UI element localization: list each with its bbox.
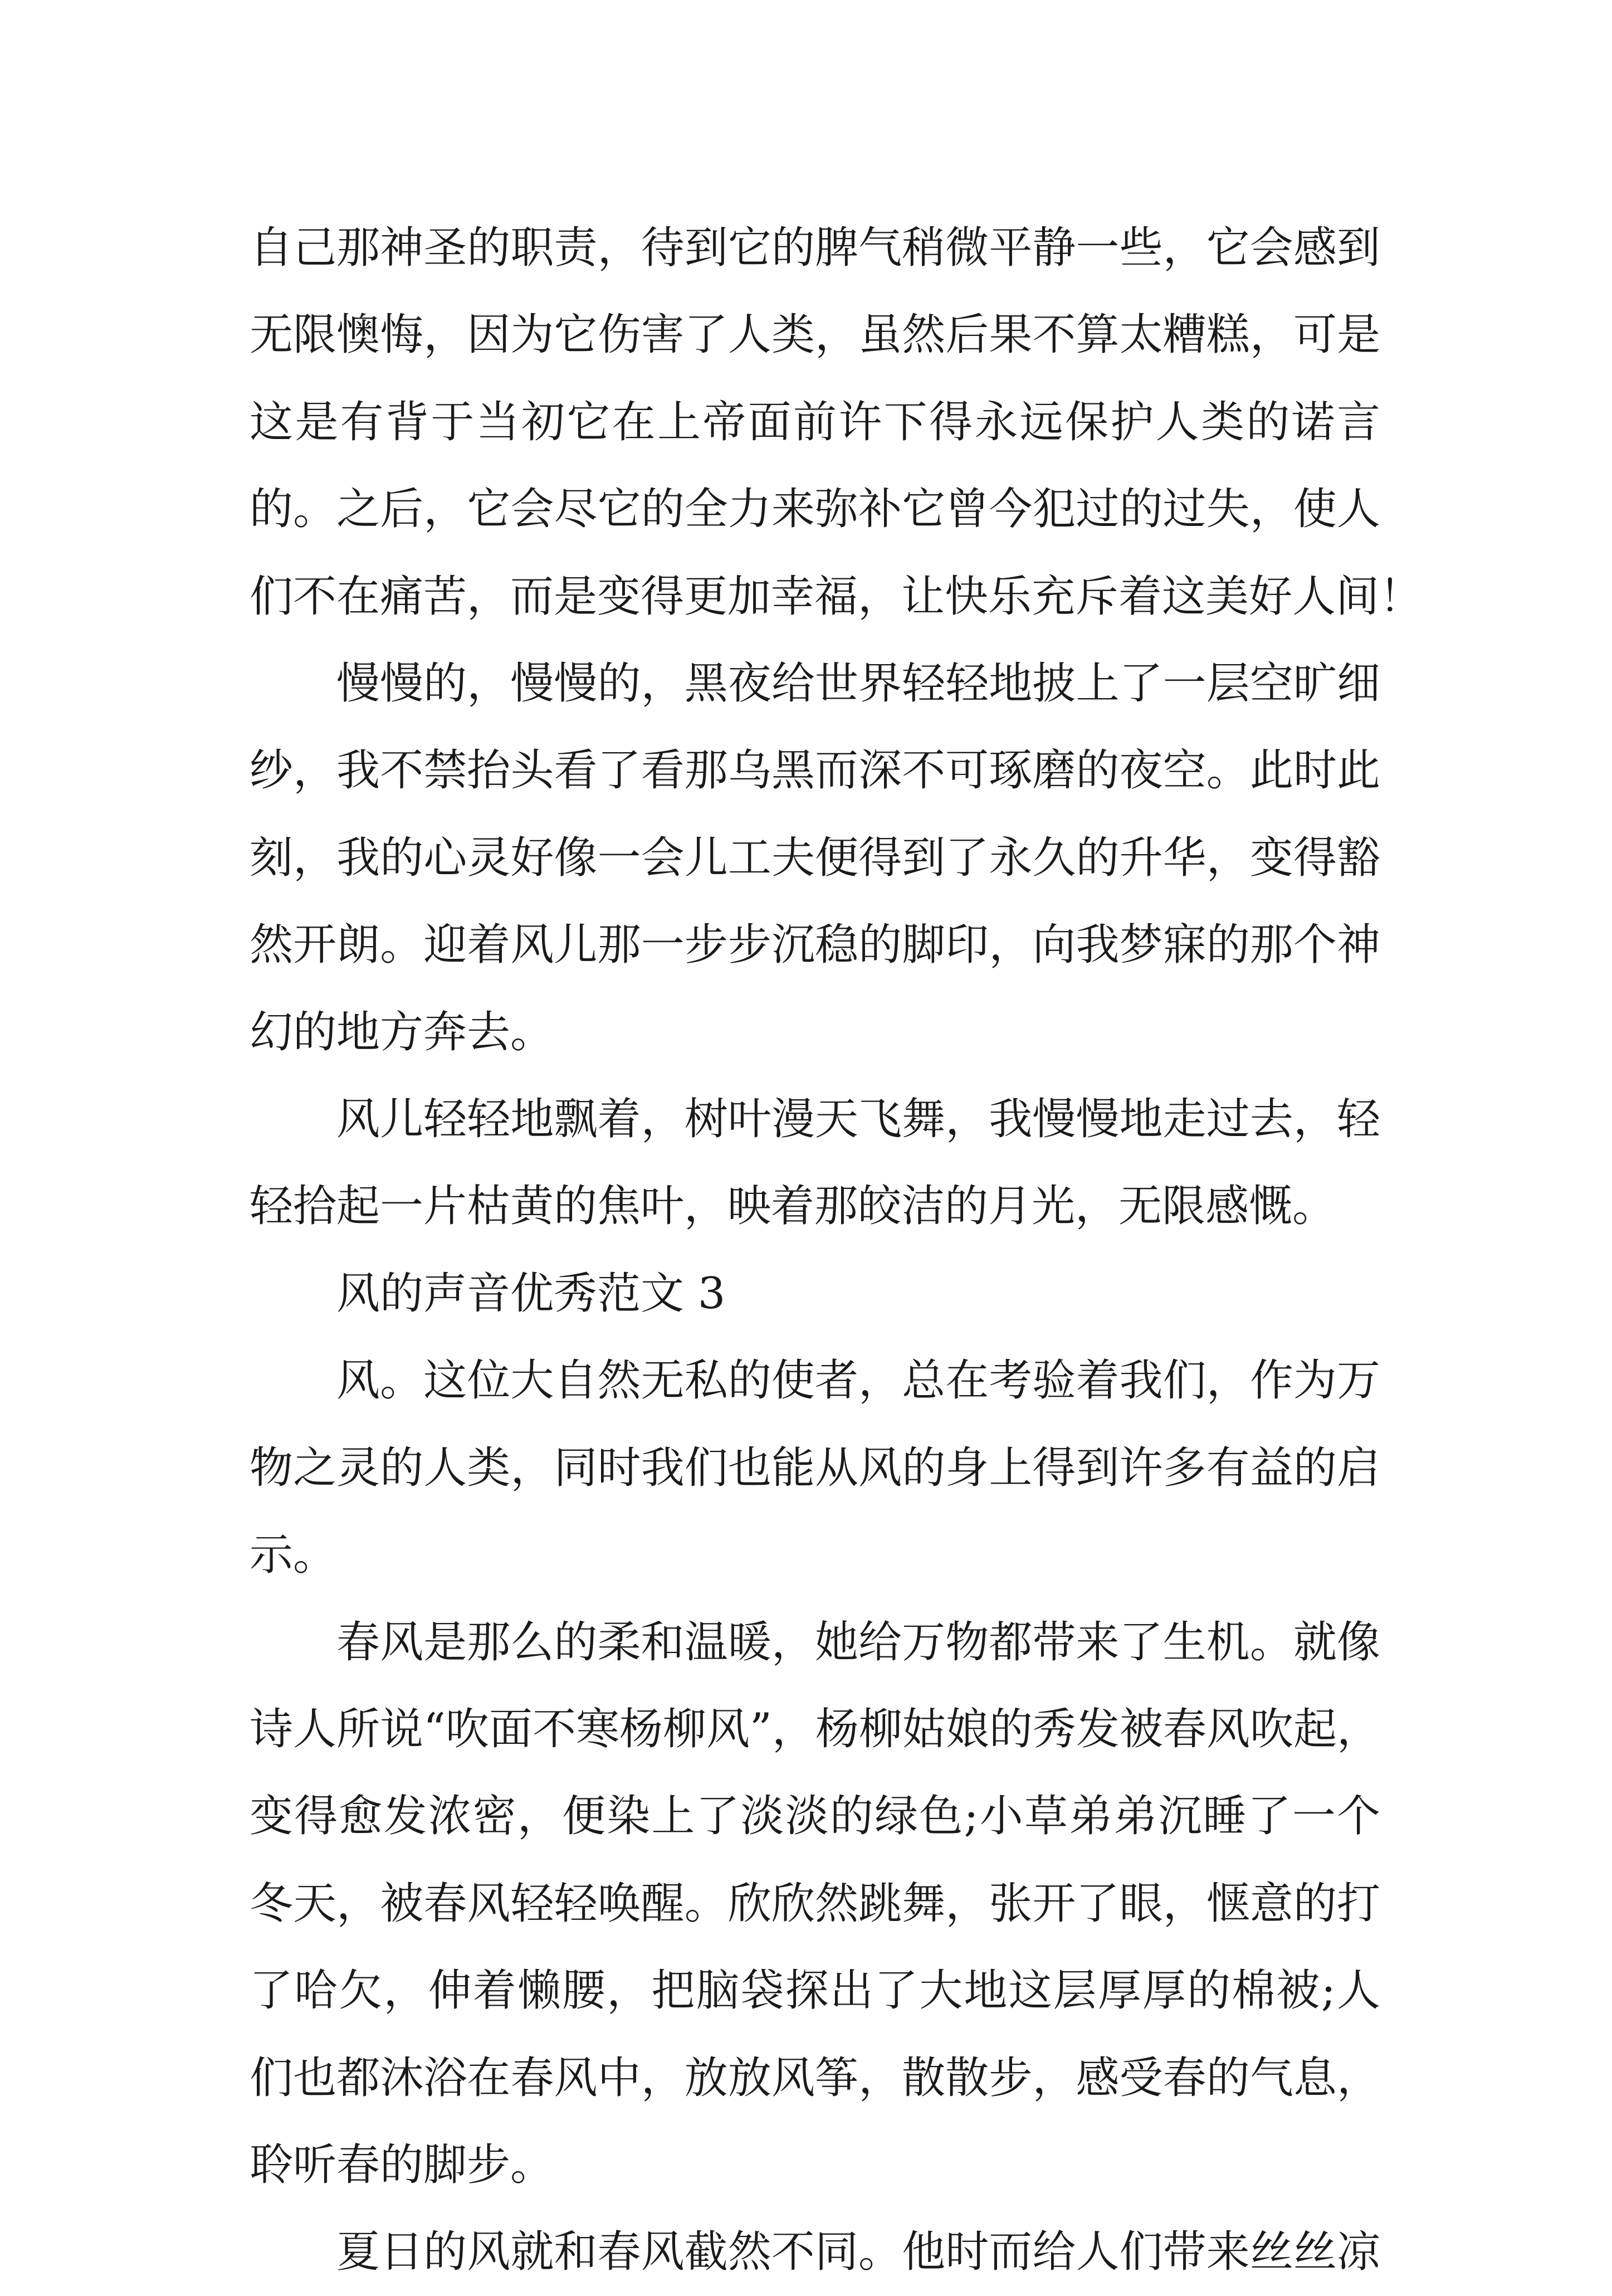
- text-line: 聆听春的脚步。: [250, 2139, 554, 2190]
- text-line: 然开朗。迎着风儿那一步步沉稳的脚印，向我梦寐的那个神: [250, 920, 1380, 971]
- paragraph-spring-wind: [250, 1599, 1380, 2209]
- paragraph-night: [250, 640, 1380, 1076]
- text-line: 慢慢的，慢慢的，黑夜给世界轻轻地披上了一层空旷细: [336, 659, 1380, 709]
- text-line: 自己那神圣的职责，待到它的脾气稍微平静一些，它会感到: [250, 223, 1380, 273]
- text-line: 变得愈发浓密，便染上了淡淡的绿色;小草弟弟沉睡了一个: [250, 1791, 1380, 1842]
- text-line: 夏日的风就和春风截然不同。他时而给人们带来丝丝凉: [336, 2227, 1380, 2278]
- paragraph-wind-intro: [250, 1337, 1380, 1598]
- text-line: 纱，我不禁抬头看了看那乌黑而深不可琢磨的夜空。此时此: [250, 745, 1380, 796]
- text-line: 们也都沐浴在春风中，放放风筝，散散步，感受春的气息，: [250, 2053, 1380, 2103]
- text-line: 示。: [250, 1530, 337, 1581]
- text-line: 这是有背于当初它在上帝面前许下得永远保护人类的诺言: [250, 397, 1380, 447]
- paragraph-leaves: [250, 1076, 1380, 1250]
- paragraph-summer-wind: [250, 2209, 1380, 2295]
- text-line: 幻的地方奔去。: [250, 1007, 554, 1057]
- text-line: 们不在痛苦，而是变得更加幸福，让快乐充斥着这美好人间！: [250, 571, 1423, 622]
- text-line: 刻，我的心灵好像一会儿工夫便得到了永久的升华，变得豁: [250, 832, 1380, 883]
- text-line: 春风是那么的柔和温暖，她给万物都带来了生机。就像: [336, 1617, 1380, 1668]
- document-body: [250, 204, 1423, 2296]
- text-line: 诗人所说“吹面不寒杨柳风”，杨柳姑娘的秀发被春风吹起，: [250, 1704, 1380, 1754]
- text-line: 冬天，被春风轻轻唤醒。欣欣然跳舞，张开了眼，惬意的打: [250, 1878, 1380, 1929]
- text-line: 的。之后，它会尽它的全力来弥补它曾今犯过的过失，使人: [250, 484, 1380, 535]
- text-line: 轻拾起一片枯黄的焦叶，映着那皎洁的月光，无限感慨。: [250, 1181, 1336, 1232]
- heading-text: 风的声音优秀范文 3: [336, 1268, 726, 1319]
- section-heading: [250, 1250, 1380, 1337]
- text-line: 风。这位大自然无私的使者，总在考验着我们，作为万: [336, 1356, 1380, 1406]
- text-line: 了哈欠，伸着懒腰，把脑袋探出了大地这层厚厚的棉被;人: [250, 1966, 1380, 2016]
- text-line: 无限懊悔，因为它伤害了人类，虽然后果不算太糟糕，可是: [250, 310, 1380, 360]
- text-line: 物之灵的人类，同时我们也能从风的身上得到许多有益的启: [250, 1442, 1380, 1493]
- paragraph-continuation: [250, 204, 1423, 640]
- text-line: 风儿轻轻地飘着，树叶漫天飞舞，我慢慢地走过去，轻: [336, 1094, 1380, 1145]
